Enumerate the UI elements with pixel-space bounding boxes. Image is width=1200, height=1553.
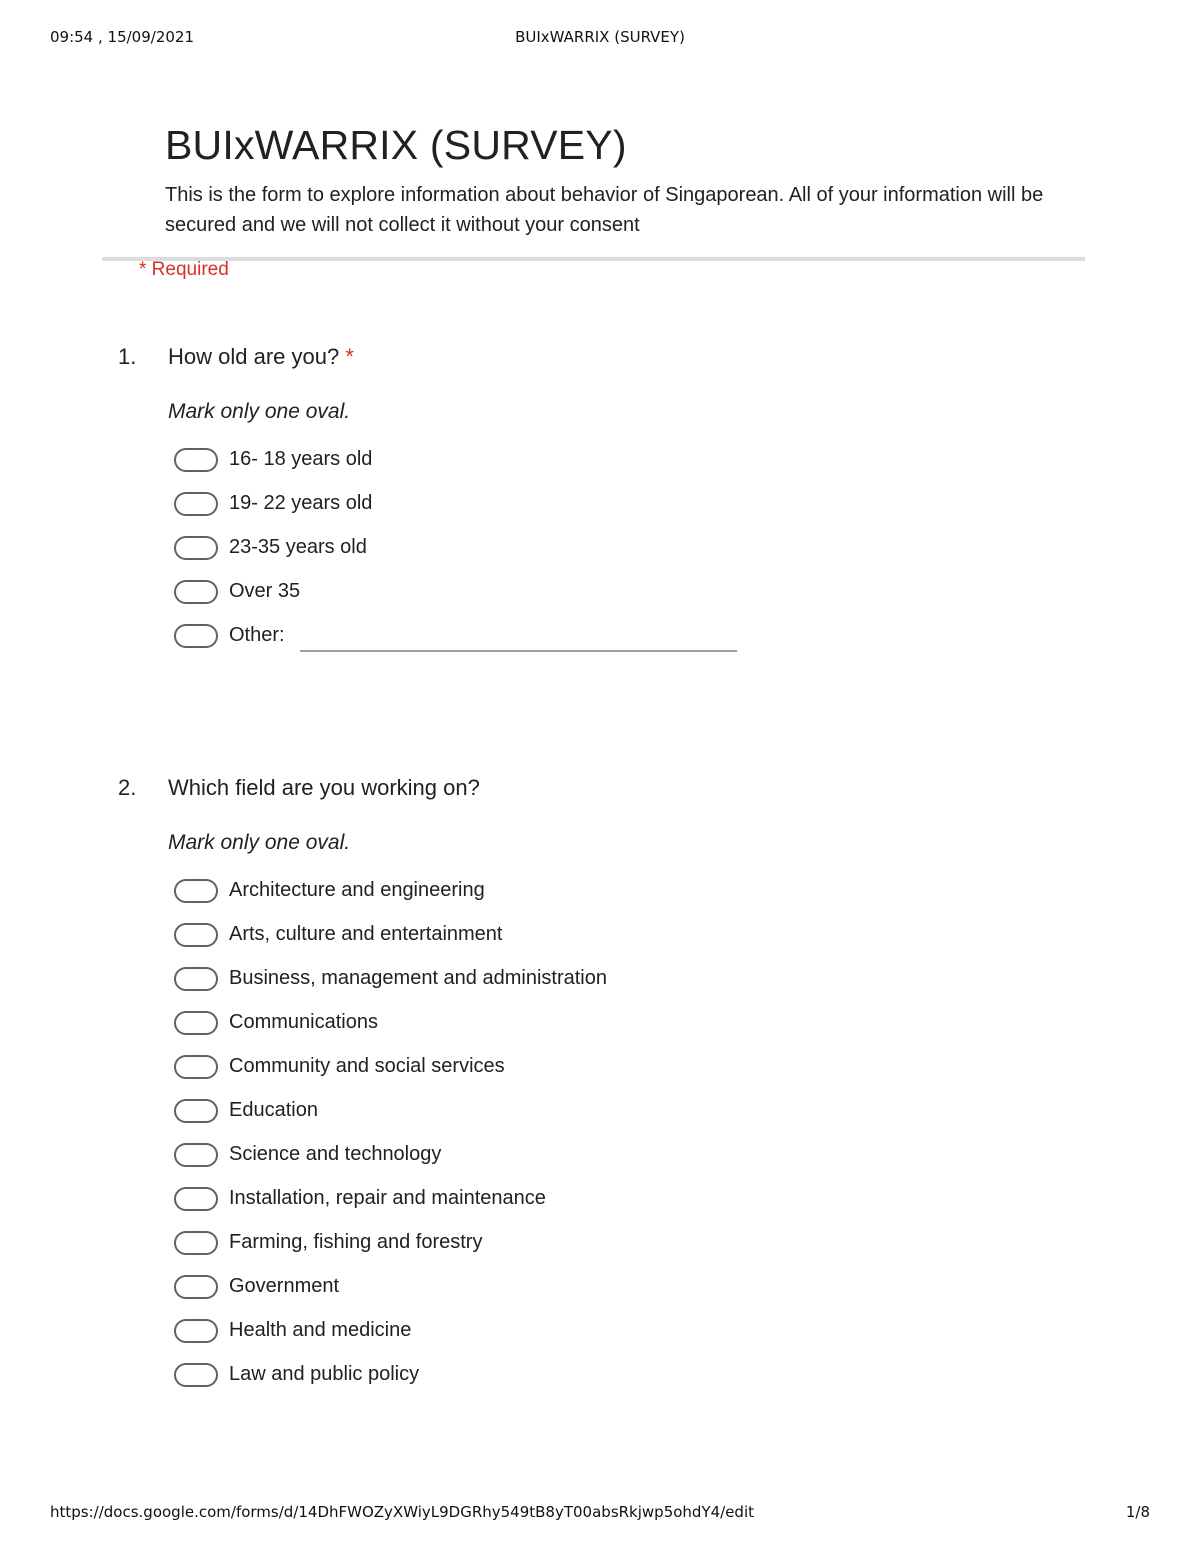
- radio-oval[interactable]: [174, 1055, 218, 1079]
- option-label: Education: [229, 1099, 318, 1121]
- option-label: Community and social services: [229, 1055, 505, 1077]
- question-number: 1.: [118, 344, 137, 369]
- question-text: [168, 344, 354, 370]
- print-page-number: 1/8: [1125, 1503, 1150, 1521]
- option-label: Other:: [229, 624, 285, 646]
- radio-oval[interactable]: [174, 967, 218, 991]
- form-description: This is the form to explore information about behavior of Singaporean. All of your information will be secured and we will not collect it without your consent: [165, 184, 1044, 236]
- radio-oval[interactable]: [174, 1187, 218, 1211]
- question-number: 2.: [118, 775, 137, 800]
- print-doc-title: BUIxWARRIX (SURVEY): [515, 28, 685, 46]
- print-datetime: 09:54 , 15/09/2021: [50, 28, 194, 46]
- radio-oval[interactable]: [174, 492, 218, 516]
- radio-oval[interactable]: [174, 1275, 218, 1299]
- radio-oval[interactable]: [174, 1319, 218, 1343]
- question-label: How old are you?: [168, 344, 340, 369]
- header-divider: [102, 257, 1085, 261]
- print-header: [50, 28, 1150, 50]
- option-label: 19- 22 years old: [229, 492, 373, 514]
- radio-oval[interactable]: [174, 1363, 218, 1387]
- option-label: 16- 18 years old: [229, 448, 373, 470]
- option-label: 23-35 years old: [229, 536, 367, 558]
- radio-oval[interactable]: [174, 1231, 218, 1255]
- radio-oval[interactable]: [174, 1143, 218, 1167]
- option-label: Government: [229, 1275, 340, 1297]
- required-note: * Required: [139, 259, 229, 280]
- radio-oval[interactable]: [174, 1011, 218, 1035]
- option-label: Science and technology: [229, 1143, 442, 1165]
- question-hint: Mark only one oval.: [168, 831, 351, 854]
- option-label: Architecture and engineering: [229, 879, 485, 901]
- option-label: Installation, repair and maintenance: [229, 1187, 546, 1209]
- question-hint: Mark only one oval.: [168, 400, 351, 423]
- print-footer: [50, 1503, 1150, 1525]
- option-label: Law and public policy: [229, 1363, 420, 1385]
- option-label: Farming, fishing and forestry: [229, 1231, 483, 1253]
- radio-oval[interactable]: [174, 923, 218, 947]
- radio-oval[interactable]: [174, 448, 218, 472]
- radio-oval[interactable]: [174, 536, 218, 560]
- required-marker: *: [345, 344, 354, 369]
- question-text: Which field are you working on?: [168, 775, 480, 800]
- radio-oval[interactable]: [174, 624, 218, 648]
- form-title: BUIxWARRIX (SURVEY): [165, 122, 627, 168]
- radio-oval[interactable]: [174, 1099, 218, 1123]
- other-text-input[interactable]: [300, 650, 737, 652]
- option-label: Health and medicine: [229, 1319, 412, 1341]
- radio-oval[interactable]: [174, 580, 218, 604]
- option-label: Business, management and administration: [229, 967, 607, 989]
- radio-oval[interactable]: [174, 879, 218, 903]
- option-label: Communications: [229, 1011, 378, 1033]
- option-label: Over 35: [229, 580, 301, 602]
- option-label: Arts, culture and entertainment: [229, 923, 503, 945]
- print-url: https://docs.google.com/forms/d/14DhFWOZyXWiyL9DGRhy549tB8yT00absRkjwp5ohdY4/edit: [50, 1503, 755, 1521]
